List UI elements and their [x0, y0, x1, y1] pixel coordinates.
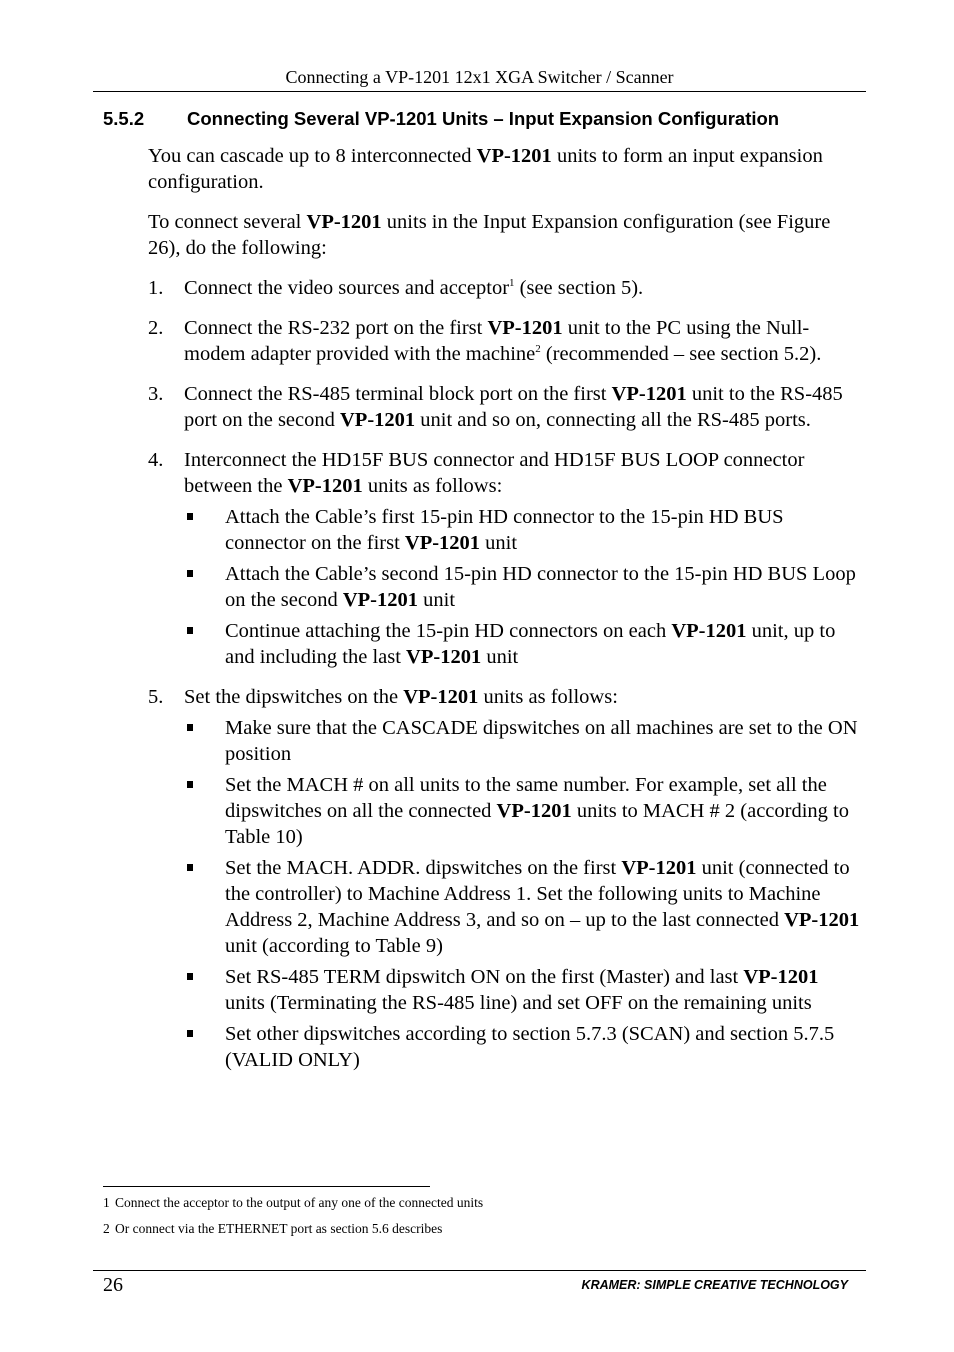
square-bullet-icon	[187, 724, 193, 731]
step-item	[148, 275, 860, 301]
step-number: 4.	[148, 449, 164, 471]
product-name: VP-1201	[404, 532, 481, 554]
step-item	[148, 381, 860, 433]
product-name: VP-1201	[340, 409, 416, 431]
footnote-rule	[103, 1186, 430, 1187]
text-run: unit	[418, 589, 456, 611]
step-number: 5.	[148, 686, 164, 708]
step-item	[148, 447, 860, 670]
text-run: Set RS-485 TERM dipswitch ON on the first (Master) and last	[225, 966, 744, 988]
bullet-list	[184, 504, 860, 670]
product-name: VP-1201	[306, 211, 382, 233]
text-run: units in the Input Expansion configuration (see Figure 26), do the following:	[148, 211, 831, 259]
square-bullet-icon	[187, 570, 193, 577]
text-run: Set other dipswitches according to section 5.7.3 (SCAN) and section 5.7.5 (VALID ONLY)	[225, 1023, 835, 1071]
intro-paragraph-2	[148, 209, 860, 261]
step-number: 2.	[148, 317, 164, 339]
bullet-item	[184, 715, 860, 767]
text-run: unit to the RS-485 port on the second	[184, 383, 843, 431]
footnote-ref: 2	[535, 343, 541, 355]
footnote-text: Or connect via the ETHERNET port as section 5.6 describes	[115, 1221, 443, 1236]
text-run: unit to the PC using the Null-modem adapter provided with the machine	[184, 317, 810, 365]
text-run: Connect the video sources and acceptor	[184, 277, 510, 299]
text-run: (see section 5).	[514, 277, 644, 299]
bullet-item	[184, 1021, 860, 1073]
product-name: VP-1201	[611, 383, 687, 405]
product-name: VP-1201	[496, 800, 572, 822]
square-bullet-icon	[187, 1030, 193, 1037]
text-run: units to MACH # 2 (according to Table 10)	[225, 800, 849, 848]
footnote-2	[103, 1220, 442, 1237]
text-run: unit and so on, connecting all the RS-485 ports.	[415, 409, 811, 431]
text-run: (recommended – see section 5.2).	[540, 343, 822, 365]
text-run: units (Terminating the RS-485 line) and set OFF on the remaining units	[225, 992, 812, 1014]
text-run: unit (according to Table 9)	[225, 935, 443, 957]
footnote-number: 1	[103, 1195, 110, 1210]
product-name: VP-1201	[403, 686, 479, 708]
section-heading	[103, 107, 779, 131]
text-run: Set the MACH # on all units to the same number. For example, set all the dipswitches on all the connected	[225, 774, 827, 822]
step-number: 3.	[148, 383, 164, 405]
product-name: VP-1201	[476, 145, 552, 167]
text-run: Connect the RS-485 terminal block port on the first	[184, 383, 612, 405]
product-name: VP-1201	[287, 475, 363, 497]
footer-brand: KRAMER: SIMPLE CREATIVE TECHNOLOGY	[581, 1278, 848, 1292]
square-bullet-icon	[187, 864, 193, 871]
square-bullet-icon	[187, 627, 193, 634]
square-bullet-icon	[187, 513, 193, 520]
text-run: Make sure that the CASCADE dipswitches on all machines are set to the ON position	[225, 717, 858, 765]
body-content	[148, 143, 860, 1087]
square-bullet-icon	[187, 781, 193, 788]
section-number: 5.5.2	[103, 108, 145, 129]
square-bullet-icon	[187, 973, 193, 980]
text-run: unit (connected to the controller) to Machine Address 1. Set the following units to Machine Address 2, Machine Address 3, and so on – up to the last connected	[225, 857, 850, 931]
text-run: units as follows:	[478, 686, 618, 708]
product-name: VP-1201	[342, 589, 419, 611]
step-item	[148, 315, 860, 367]
header-rule	[93, 91, 866, 92]
footnote-text: Connect the acceptor to the output of any one of the connected units	[115, 1195, 484, 1210]
bullet-item	[184, 964, 860, 1016]
text-run: unit	[480, 532, 518, 554]
text-run: Set the dipswitches on the	[184, 686, 404, 708]
product-name: VP-1201	[621, 857, 697, 879]
bullet-item	[184, 561, 860, 613]
intro-paragraph-1	[148, 143, 860, 195]
text-run: You can cascade up to 8 interconnected	[148, 145, 477, 167]
bullet-list	[184, 715, 860, 1073]
text-run: unit	[481, 646, 519, 668]
running-header: Connecting a VP-1201 12x1 XGA Switcher / Scanner	[285, 67, 674, 87]
text-run: Attach the Cable’s first 15-pin HD connector to the 15-pin HD BUS connector on the first	[225, 506, 784, 554]
text-run: Interconnect the HD15F BUS connector and HD15F BUS LOOP connector between the	[184, 449, 805, 497]
footnote-number: 2	[103, 1221, 110, 1236]
text-run: unit, up to and including the last	[225, 620, 836, 668]
step-number: 1.	[148, 277, 164, 299]
text-run: Continue attaching the 15-pin HD connectors on each	[225, 620, 672, 642]
text-run: Set the MACH. ADDR. dipswitches on the first	[225, 857, 622, 879]
text-run: Attach the Cable’s second 15-pin HD connector to the 15-pin HD BUS Loop on the second	[225, 563, 856, 611]
text-run: To connect several	[148, 211, 307, 233]
section-title: Connecting Several VP-1201 Units – Input Expansion Configuration	[187, 108, 780, 129]
bullet-item	[184, 504, 860, 556]
footnote-ref: 1	[509, 277, 515, 289]
page-number: 26	[103, 1274, 123, 1296]
bullet-item	[184, 855, 860, 959]
product-name: VP-1201	[406, 646, 482, 668]
product-name: VP-1201	[487, 317, 563, 339]
text-run: units as follows:	[362, 475, 503, 497]
footer-rule	[93, 1270, 866, 1271]
footnote-1	[103, 1194, 483, 1211]
product-name: VP-1201	[671, 620, 747, 642]
bullet-item	[184, 772, 860, 850]
steps-list	[148, 275, 860, 1073]
text-run: Connect the RS-232 port on the first	[184, 317, 488, 339]
step-item	[148, 684, 860, 1073]
product-name: VP-1201	[743, 966, 819, 988]
text-run: units to form an input expansion configuration.	[148, 145, 823, 193]
bullet-item	[184, 618, 860, 670]
product-name: VP-1201	[784, 909, 860, 931]
